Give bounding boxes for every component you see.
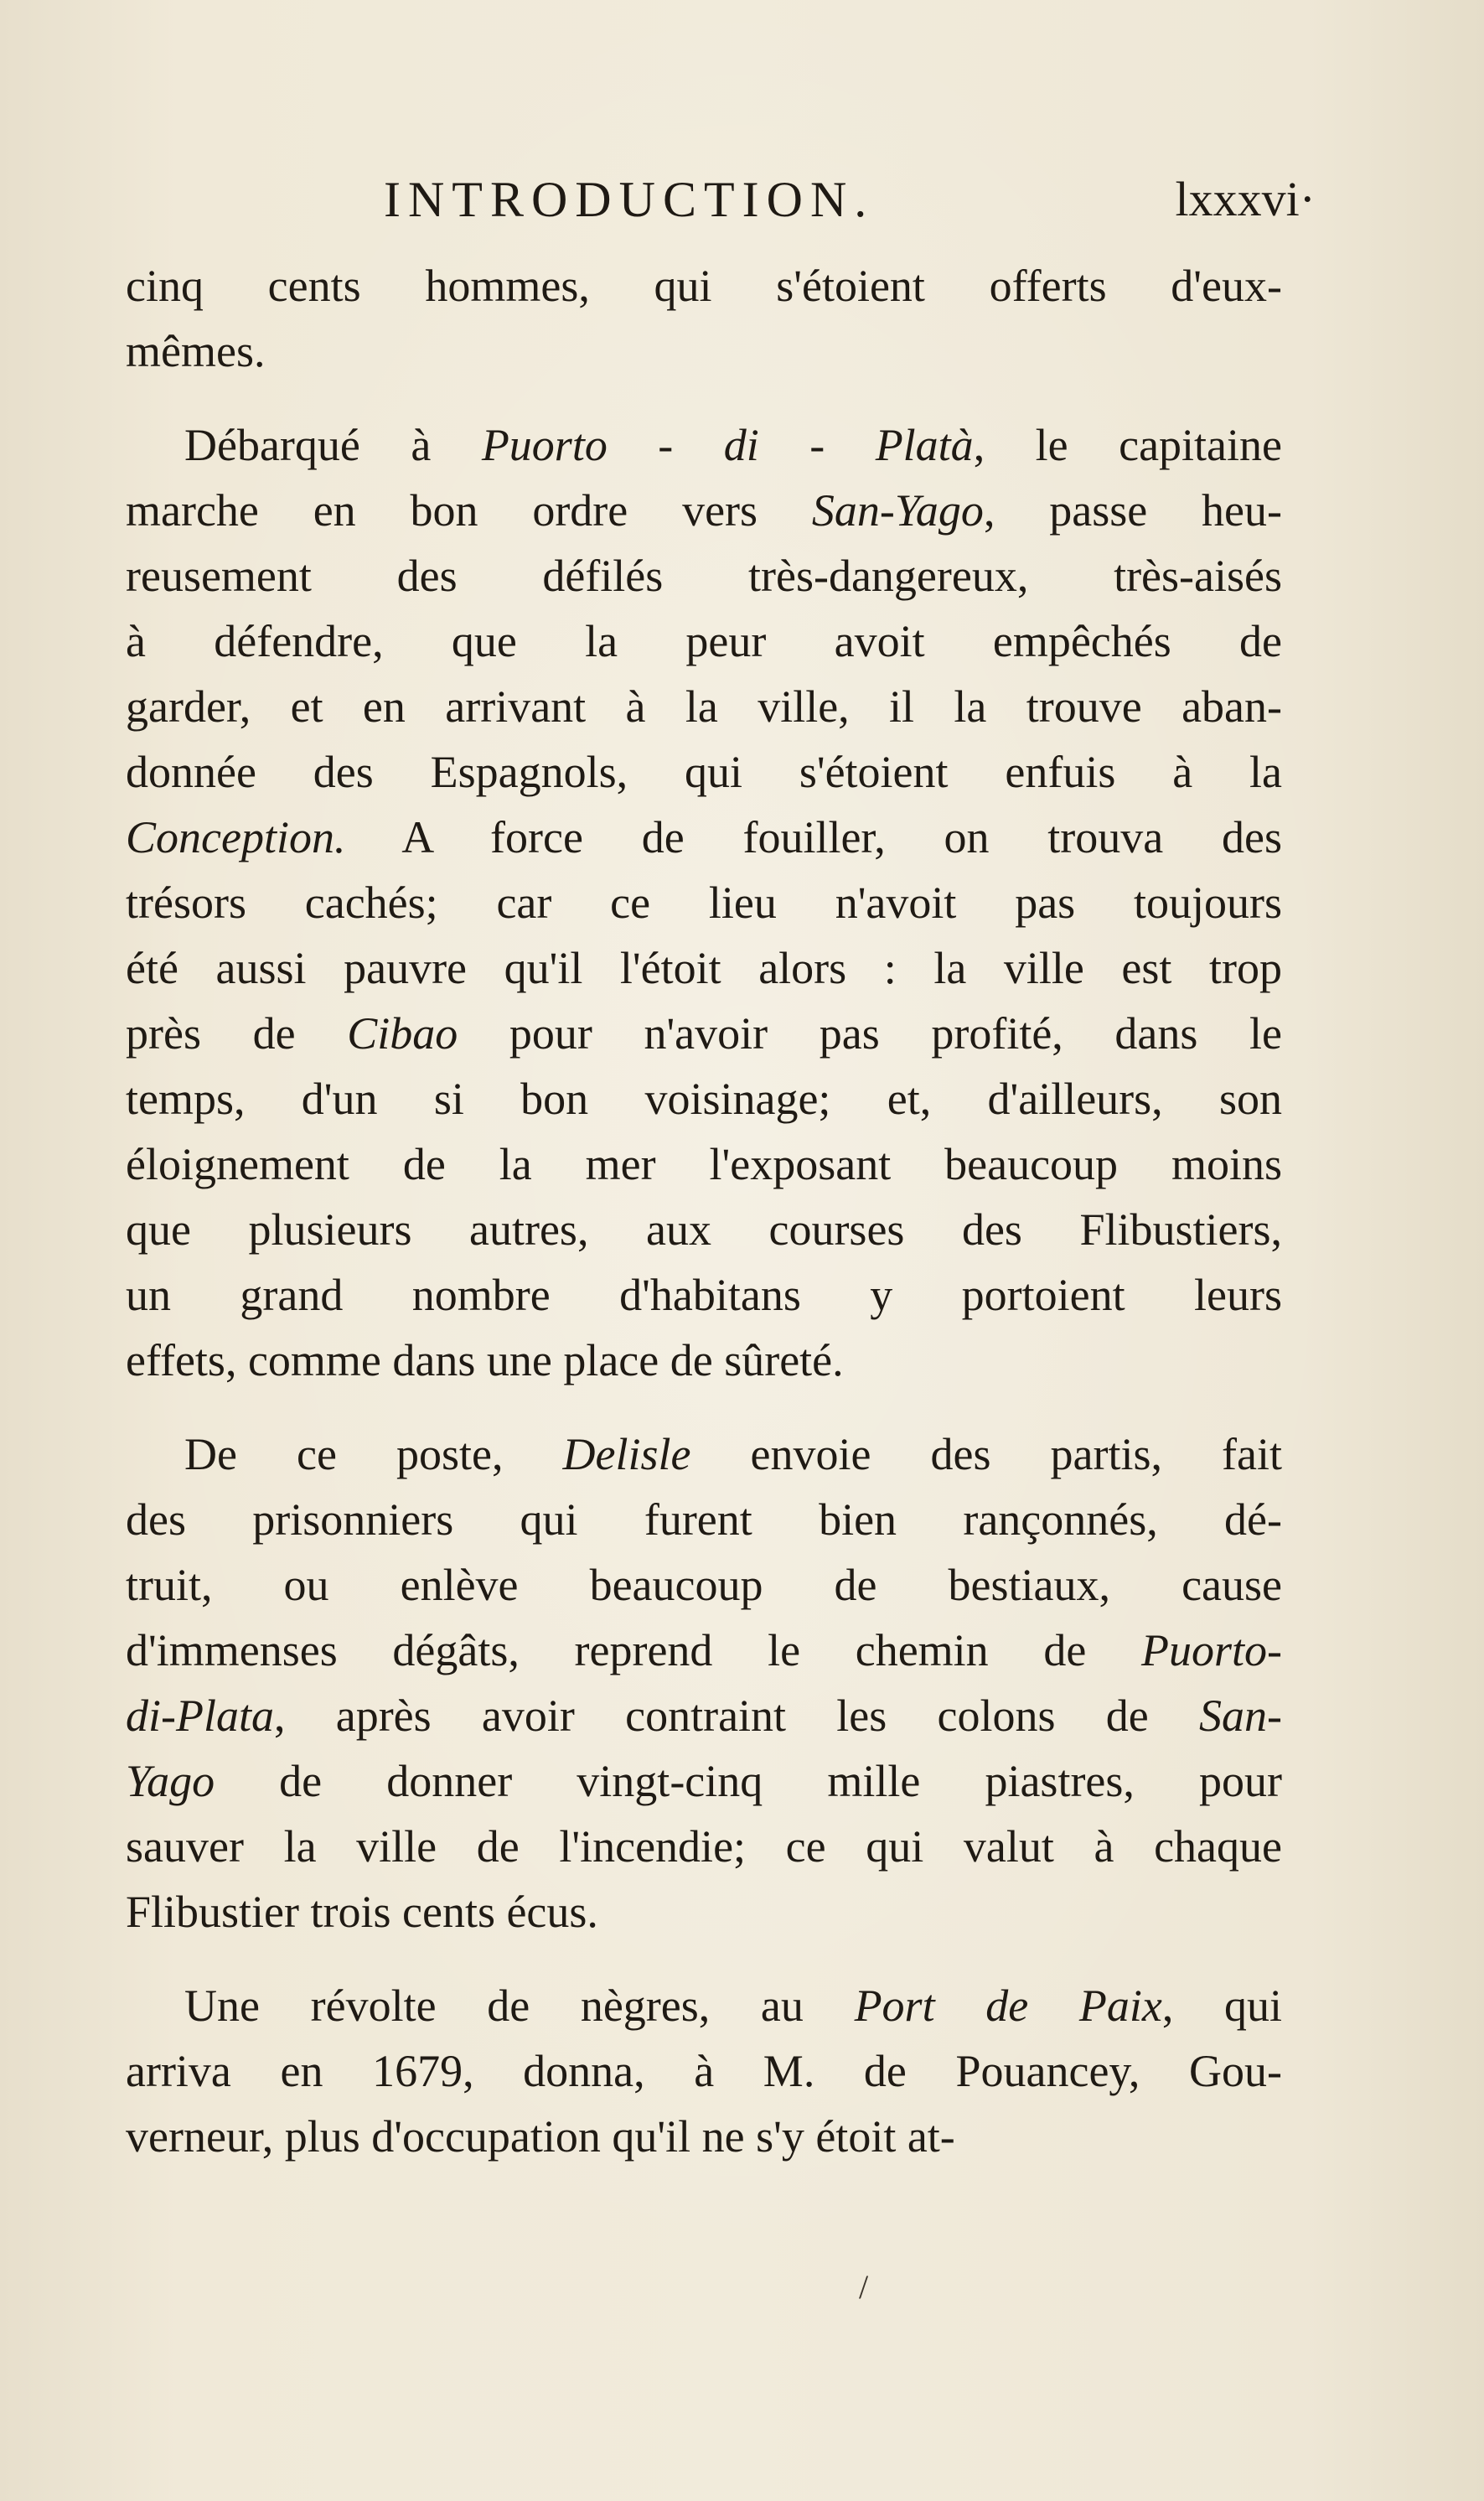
page-number: lxxxvi· (1175, 172, 1316, 226)
italic-name: di-Plata (126, 1691, 274, 1741)
paragraph (126, 1421, 1282, 1944)
italic-name: San- (1199, 1691, 1282, 1741)
text-line: arriva en 1679, donna, à M. de Pouancey, Gou- (126, 2046, 1282, 2096)
text-line: Une révolte de nègres, au Port de Paix, qui (184, 1981, 1282, 2031)
text-line: mêmes. (126, 326, 266, 376)
text-line: Yago de donner vingt-cinq mille piastres, pour (126, 1756, 1282, 1806)
italic-name: Delisle (562, 1429, 691, 1479)
text-line: été aussi pauvre qu'il l'étoit alors : la ville est trop (126, 943, 1282, 993)
text-line: Flibustier trois cents écus. (126, 1887, 598, 1937)
running-head: INTRODUCTION. (384, 172, 875, 227)
italic-name: Cibao (347, 1008, 458, 1059)
body-text (126, 253, 1282, 2198)
italic-name: Conception. (126, 812, 346, 862)
paragraph (126, 253, 1282, 384)
text-line: trésors cachés; car ce lieu n'avoit pas toujours (126, 878, 1282, 928)
text-line: temps, d'un si bon voisinage; et, d'ailleurs, son (126, 1074, 1282, 1124)
text-line: donnée des Espagnols, qui s'étoient enfuis à la (126, 747, 1282, 797)
text-line: garder, et en arrivant à la ville, il la trouve aban- (126, 681, 1282, 732)
text-line: un grand nombre d'habitans y portoient leurs (126, 1270, 1282, 1320)
text-line: à défendre, que la peur avoit empêchés de (126, 616, 1282, 666)
text-line: Conception. A force de fouiller, on trouva des (126, 812, 1282, 862)
italic-name: Yago (126, 1756, 215, 1806)
paragraph (126, 1973, 1282, 2169)
text-line: des prisonniers qui furent bien rançonnés, dé- (126, 1494, 1282, 1545)
stray-mark: / (859, 2268, 869, 2306)
text-line: éloignement de la mer l'exposant beaucoup moins (126, 1139, 1282, 1189)
text-line: que plusieurs autres, aux courses des Flibustiers, (126, 1204, 1282, 1255)
paragraph (126, 412, 1282, 1393)
text-line: di-Plata, après avoir contraint les colons de San- (126, 1691, 1282, 1741)
italic-name: San-Yago (811, 485, 984, 536)
text-line: Débarqué à Puorto - di - Platà, le capitaine (184, 420, 1282, 470)
text-line: près de Cibao pour n'avoir pas profité, dans le (126, 1008, 1282, 1059)
italic-name: Puorto - di - Platà (481, 420, 974, 470)
italic-name: Port de Paix (854, 1981, 1162, 2031)
text-line: De ce poste, Delisle envoie des partis, fait (184, 1429, 1282, 1479)
text-line: d'immenses dégâts, reprend le chemin de Puorto- (126, 1625, 1282, 1675)
text-line: cinq cents hommes, qui s'étoient offerts d'eux- (126, 261, 1282, 311)
italic-name: Puorto- (1141, 1625, 1282, 1675)
text-line: sauver la ville de l'incendie; ce qui valut à chaque (126, 1821, 1282, 1872)
text-line: marche en bon ordre vers San-Yago, passe heu- (126, 485, 1282, 536)
text-line: effets, comme dans une place de sûreté. (126, 1335, 844, 1385)
text-line: reusement des défilés très-dangereux, très-aisés (126, 551, 1282, 601)
text-line: truit, ou enlève beaucoup de bestiaux, cause (126, 1560, 1282, 1610)
text-line: verneur, plus d'occupation qu'il ne s'y étoit at- (126, 2111, 955, 2162)
page-header (126, 166, 1316, 233)
